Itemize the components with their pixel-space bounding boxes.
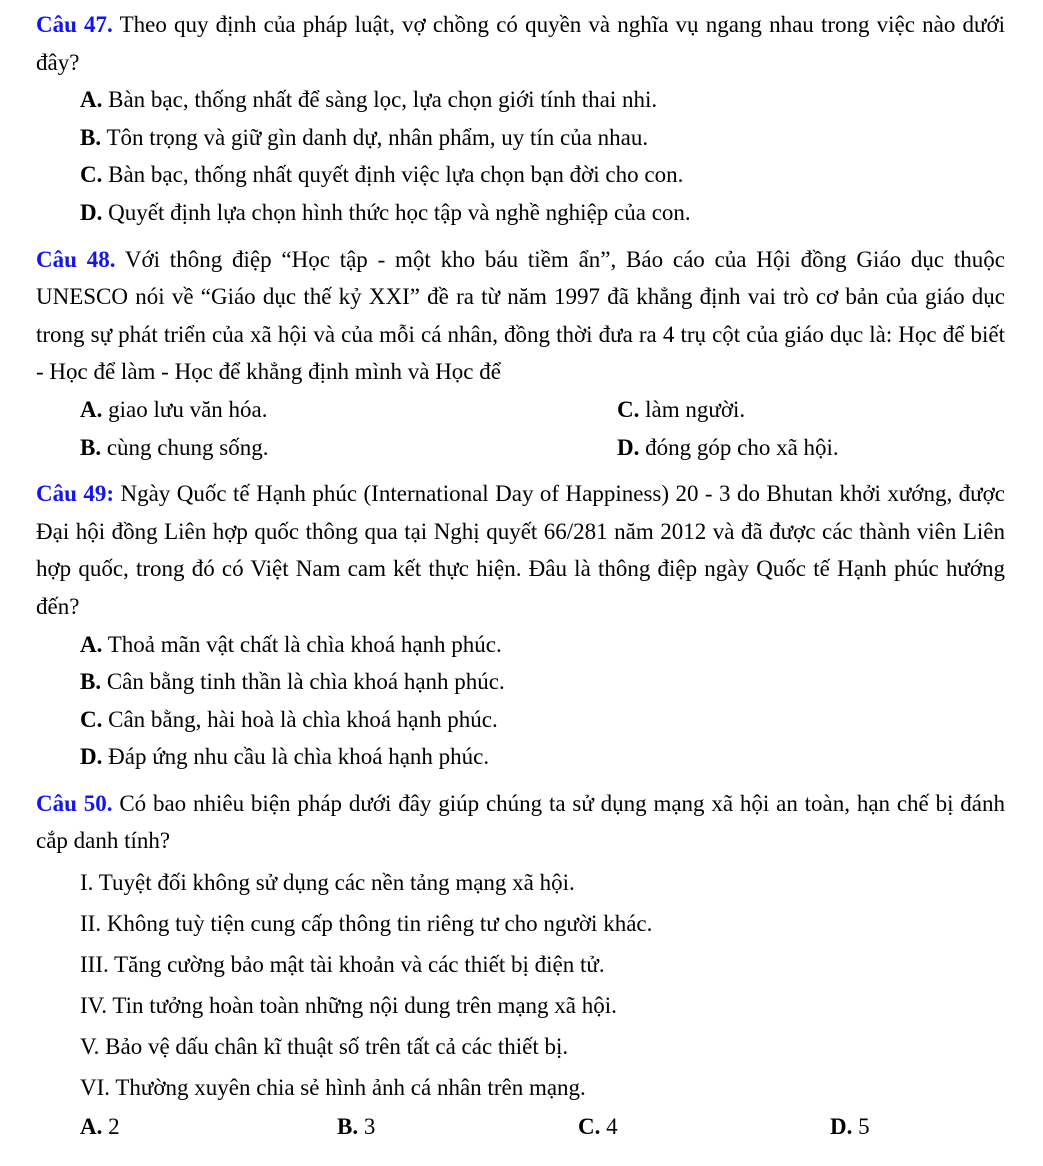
option-49-c bbox=[80, 701, 1005, 739]
option-48-d bbox=[617, 429, 1005, 467]
question-49-text: Ngày Quốc tế Hạnh phúc (International Day of Happiness) 20 - 3 do Bhutan khởi xướng, được Đại hội đồng Liên hợp quốc thông qua tại Nghị quyết 66/281 năm 2012 và đã được các thành viên Liên hợp quốc, trong đó có Việt Nam cam kết thực hiện. Đâu là thông điệp ngày Quốc tế Hạnh phúc hướng đến? bbox=[36, 481, 1006, 619]
option-47-a-text: Bàn bạc, thống nhất để sàng lọc, lựa chọn giới tính thai nhi. bbox=[108, 87, 658, 113]
option-48-b-text: cùng chung sống. bbox=[106, 434, 269, 460]
option-50-c-text: 4 bbox=[606, 1114, 618, 1140]
option-50-b-text: 3 bbox=[363, 1114, 376, 1140]
option-47-b-letter: B. bbox=[80, 124, 102, 150]
question-50 bbox=[36, 785, 1005, 1146]
statement-50-v: V. Bảo vệ dấu chân kĩ thuật số trên tất cả các thiết bị. bbox=[80, 1034, 569, 1060]
question-50-label: Câu 50. bbox=[36, 790, 113, 816]
option-49-b-letter: B. bbox=[80, 669, 102, 695]
option-50-d-letter: D. bbox=[830, 1114, 853, 1140]
option-49-c-text: Cân bằng, hài hoà là chìa khoá hạnh phúc. bbox=[108, 706, 498, 732]
question-48-stem bbox=[36, 241, 1005, 391]
option-48-a-letter: A. bbox=[80, 396, 103, 422]
option-47-d-text: Quyết định lựa chọn hình thức học tập và nghề nghiệp của con. bbox=[108, 199, 691, 225]
question-47-label: Câu 47. bbox=[36, 12, 113, 37]
option-50-c bbox=[578, 1108, 830, 1146]
question-48-options bbox=[80, 391, 1005, 466]
statement-50-iv: IV. Tin tưởng hoàn toàn những nội dung trên mạng xã hội. bbox=[80, 993, 617, 1019]
question-50-options bbox=[80, 1108, 1005, 1146]
option-48-d-letter: D. bbox=[617, 434, 640, 460]
option-50-c-letter: C. bbox=[578, 1114, 601, 1140]
question-47-options bbox=[80, 81, 1005, 231]
question-47-text: Theo quy định của pháp luật, vợ chồng có quyền và nghĩa vụ ngang nhau trong việc nào dưới đây? bbox=[36, 12, 1005, 75]
question-50-text: Có bao nhiêu biện pháp dưới đây giúp chúng ta sử dụng mạng xã hội an toàn, hạn chế bị đánh cắp danh tính? bbox=[36, 790, 1006, 854]
question-50-statements bbox=[80, 862, 1005, 1108]
option-47-c-letter: C. bbox=[80, 162, 103, 188]
option-49-a-letter: A. bbox=[80, 631, 103, 657]
question-48-text: Với thông điệp “Học tập - một kho báu tiềm ẩn”, Báo cáo của Hội đồng Giáo dục thuộc UNESCO nói về “Giáo dục thế kỷ XXI” đề ra từ năm 1997 đã khẳng định vai trò cơ bản của giáo dục trong sự phát triển của xã hội và của mỗi cá nhân, đồng thời đưa ra 4 trụ cột của giáo dục là: Học để biết - Học để làm - Học để khẳng định mình và Học để bbox=[36, 246, 1006, 385]
question-49-options bbox=[80, 626, 1005, 776]
option-47-a bbox=[80, 81, 1005, 119]
question-50-stem bbox=[36, 785, 1005, 860]
option-47-a-letter: A. bbox=[80, 87, 103, 113]
option-49-b-text: Cân bằng tinh thần là chìa khoá hạnh phúc. bbox=[106, 669, 505, 695]
option-50-a bbox=[80, 1108, 337, 1146]
question-48 bbox=[36, 241, 1005, 467]
statement-50-vi: VI. Thường xuyên chia sẻ hình ảnh cá nhân trên mạng. bbox=[80, 1075, 586, 1101]
option-47-c-text: Bàn bạc, thống nhất quyết định việc lựa chọn bạn đời cho con. bbox=[108, 162, 684, 188]
option-49-b bbox=[80, 663, 1005, 701]
statement-50-i: I. Tuyệt đối không sử dụng các nền tảng mạng xã hội. bbox=[80, 870, 575, 896]
option-48-b-letter: B. bbox=[80, 434, 102, 460]
question-47-stem bbox=[36, 6, 1005, 81]
question-47 bbox=[36, 6, 1005, 232]
option-50-b bbox=[337, 1108, 578, 1146]
option-49-d-text: Đáp ứng nhu cầu là chìa khoá hạnh phúc. bbox=[108, 744, 490, 770]
question-49-label: Câu 49: bbox=[36, 481, 115, 507]
option-48-c bbox=[617, 391, 1005, 429]
option-49-d-letter: D. bbox=[80, 744, 103, 770]
option-49-d bbox=[80, 738, 1005, 776]
option-49-c-letter: C. bbox=[80, 706, 103, 732]
option-48-c-text: làm người. bbox=[645, 396, 746, 422]
option-47-b-text: Tôn trọng và giữ gìn danh dự, nhân phẩm, uy tín của nhau. bbox=[106, 124, 649, 150]
option-49-a-text: Thoả mãn vật chất là chìa khoá hạnh phúc. bbox=[107, 631, 502, 657]
option-47-c bbox=[80, 156, 1005, 194]
option-48-c-letter: C. bbox=[617, 396, 640, 422]
option-48-d-text: đóng góp cho xã hội. bbox=[645, 434, 839, 460]
option-47-d bbox=[80, 194, 1005, 232]
statement-50-ii: II. Không tuỳ tiện cung cấp thông tin riêng tư cho người khác. bbox=[80, 911, 653, 937]
statement-50-iii: III. Tăng cường bảo mật tài khoản và các thiết bị điện tử. bbox=[80, 952, 605, 978]
option-50-a-letter: A. bbox=[80, 1114, 103, 1140]
question-49 bbox=[36, 475, 1005, 776]
option-48-a-text: giao lưu văn hóa. bbox=[108, 396, 268, 422]
question-49-stem bbox=[36, 475, 1005, 625]
option-47-b bbox=[80, 119, 1005, 157]
option-50-a-text: 2 bbox=[108, 1114, 120, 1140]
option-47-d-letter: D. bbox=[80, 199, 103, 225]
option-50-d-text: 5 bbox=[858, 1114, 870, 1140]
option-50-d bbox=[830, 1108, 1005, 1146]
option-50-b-letter: B. bbox=[337, 1114, 359, 1140]
question-48-label: Câu 48. bbox=[36, 246, 116, 272]
option-48-a bbox=[80, 391, 617, 429]
option-49-a bbox=[80, 626, 1005, 664]
option-48-b bbox=[80, 429, 617, 467]
